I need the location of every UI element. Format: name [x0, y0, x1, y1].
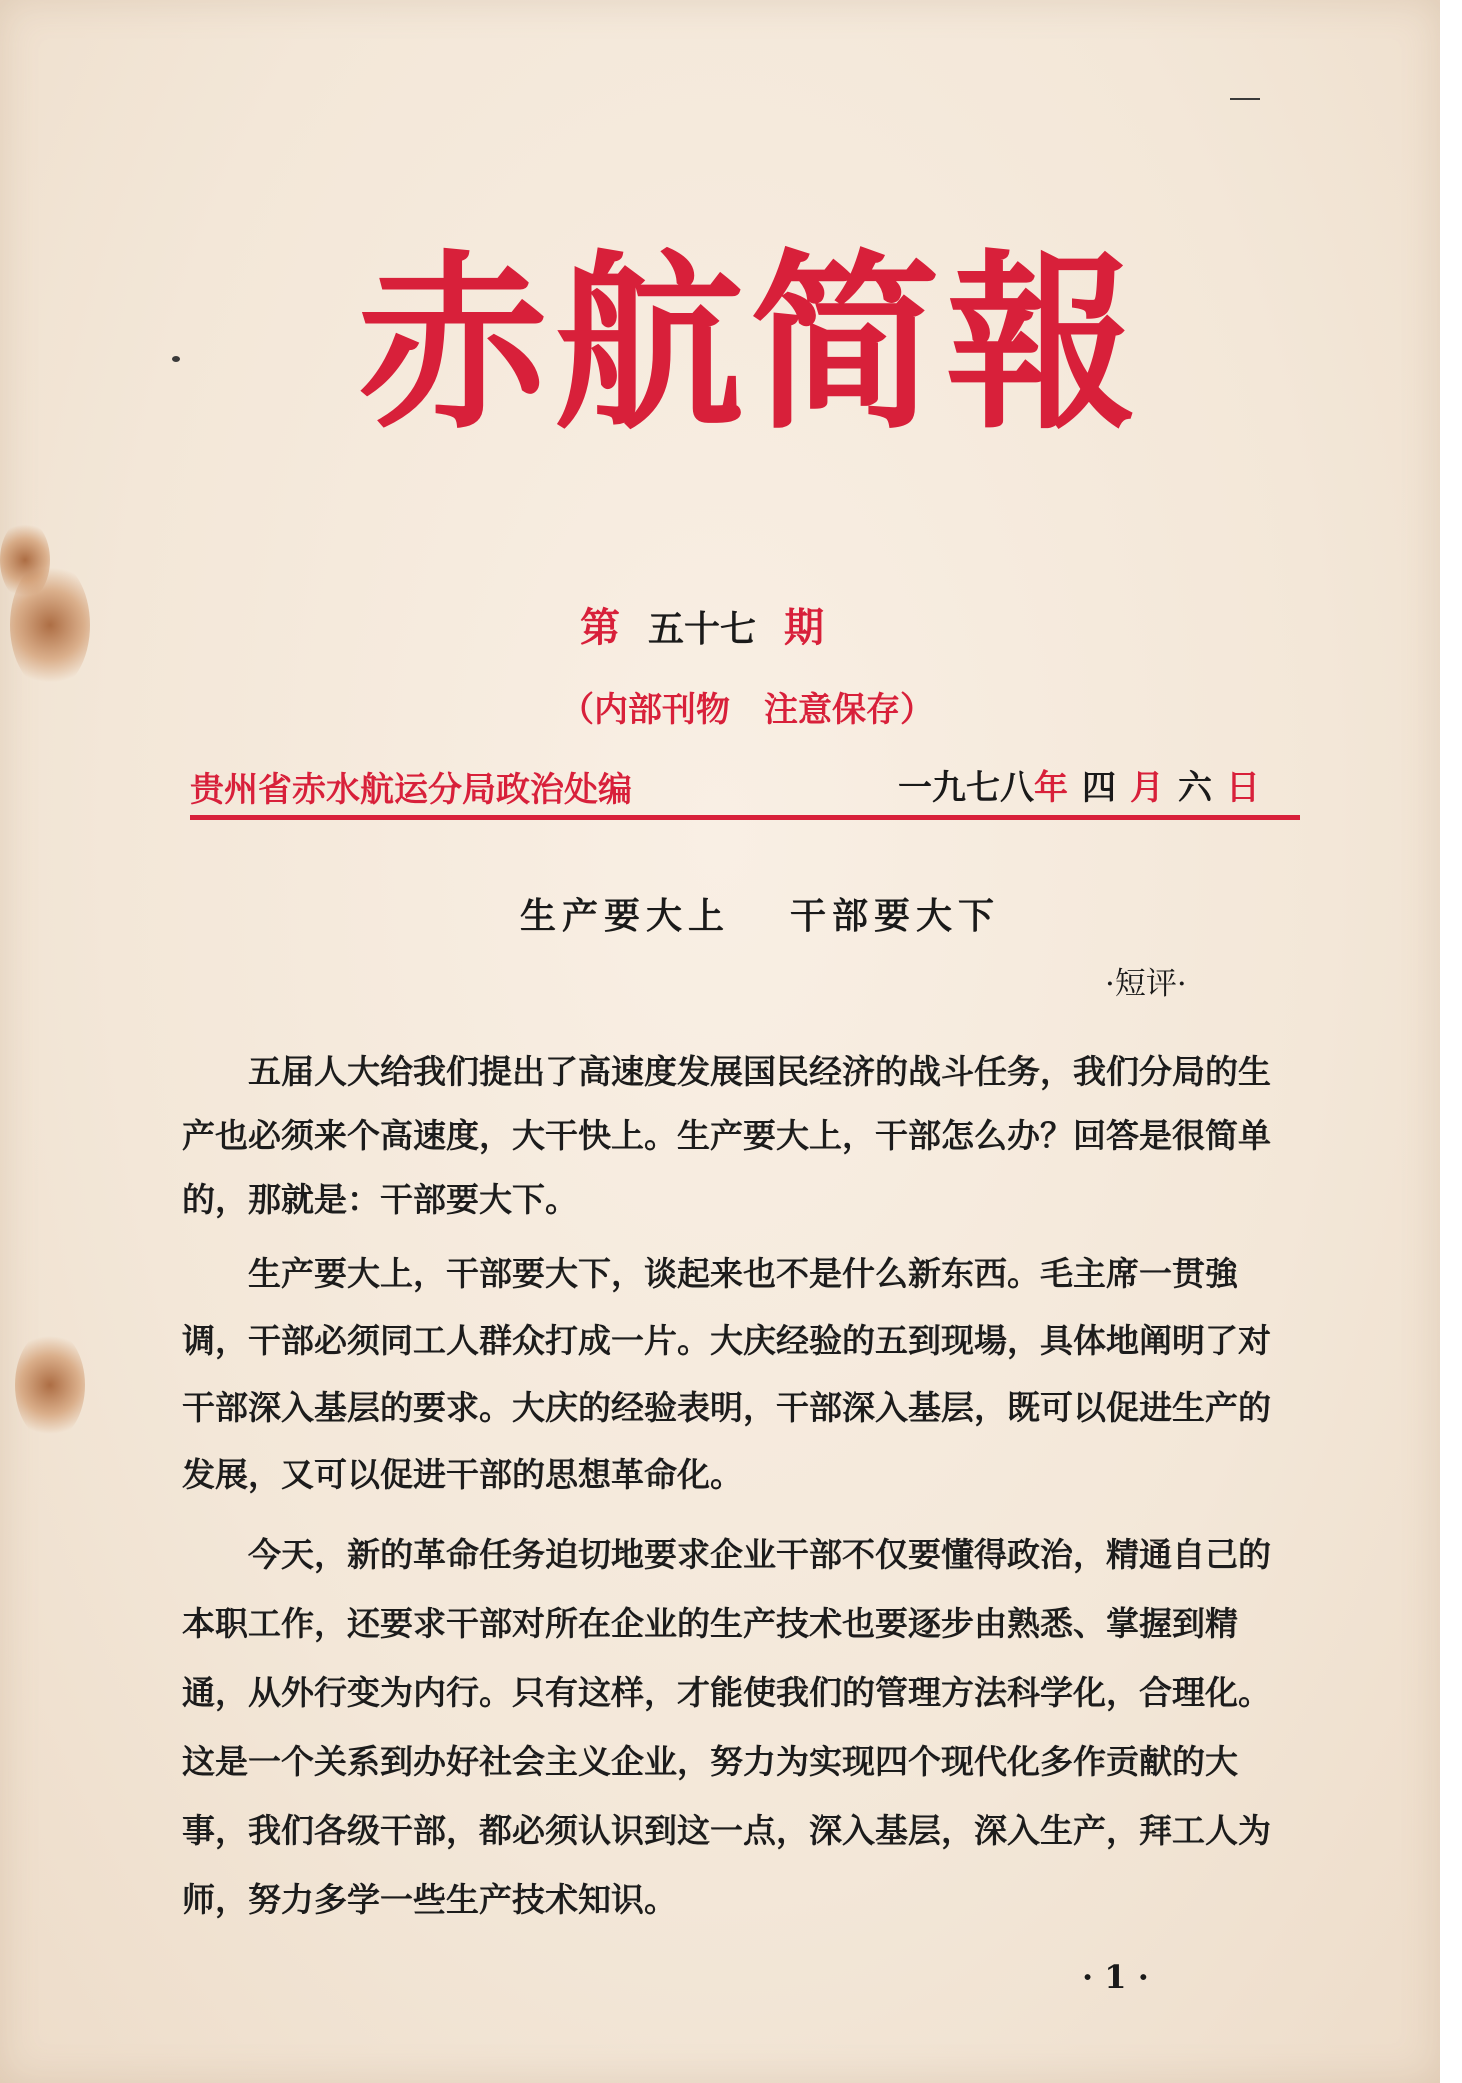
- date-year: 一九七八: [898, 768, 1034, 808]
- issue-number: [580, 596, 900, 653]
- article-tag: ·短评·: [1105, 966, 1187, 1002]
- headline-part-2: 干部要大下: [790, 895, 1001, 937]
- date-month: 四: [1082, 768, 1116, 808]
- article-paragraph: [182, 1040, 1302, 1232]
- ink-speck: [172, 356, 180, 362]
- article-paragraph: [182, 1520, 1302, 1934]
- paragraph-text: 五届人大给我们提出了高速度发展国民经济的战斗任务，我们分局的生产也必须来个高速度，大干快上。生产要大上，干部怎么办？回答是很简单的，那就是：干部要大下。: [182, 1052, 1271, 1219]
- rust-stain: [0, 520, 50, 600]
- date-month-unit: 月: [1130, 768, 1164, 808]
- issue-prefix: 第: [580, 605, 620, 651]
- date-day-unit: 日: [1226, 768, 1260, 808]
- paragraph-text: 生产要大上，干部要大下，谈起来也不是什么新东西。毛主席一贯強调，干部必须同工人群众打成一片。大庆经验的五到现場，具体地阐明了对干部深入基层的要求。大庆的经验表明，干部深入基层，既可以促进生产的发展，又可以促进干部的思想革命化。: [182, 1254, 1271, 1494]
- issue-value: 五十七: [648, 609, 757, 650]
- rust-stain: [15, 1330, 85, 1440]
- scan-margin: [1440, 0, 1462, 2083]
- headline-part-1: 生产要大上: [520, 895, 731, 937]
- header-divider: [190, 815, 1300, 820]
- page-number: · 1 ·: [1082, 1958, 1149, 1996]
- publication-date: [898, 760, 1260, 809]
- issue-suffix: 期: [784, 605, 825, 651]
- paragraph-text: 今天，新的革命任务迫切地要求企业干部不仅要懂得政治，精通自己的本职工作，还要求干部对所在企业的生产技术也要逐步由熟悉、掌握到精通，从外行变为内行。只有这样，才能使我们的管理方法科学化，合理化。这是一个关系到办好社会主义企业，努力为实现四个现代化多作贡献的大事，我们各级干部，都必须认识到这一点，深入基层，深入生产，拜工人为师，努力多学一些生产技术知识。: [182, 1535, 1271, 1919]
- date-year-unit: 年: [1034, 768, 1068, 808]
- ink-speck: [1230, 98, 1260, 100]
- date-day: 六: [1178, 768, 1212, 808]
- internal-note: （内部刊物 注意保存）: [560, 690, 934, 730]
- masthead-title: 赤航简報: [357, 234, 1142, 455]
- article-headline: [520, 888, 1000, 939]
- article-paragraph: [182, 1240, 1302, 1508]
- editor-line: 贵州省赤水航运分局政治处编: [190, 770, 632, 810]
